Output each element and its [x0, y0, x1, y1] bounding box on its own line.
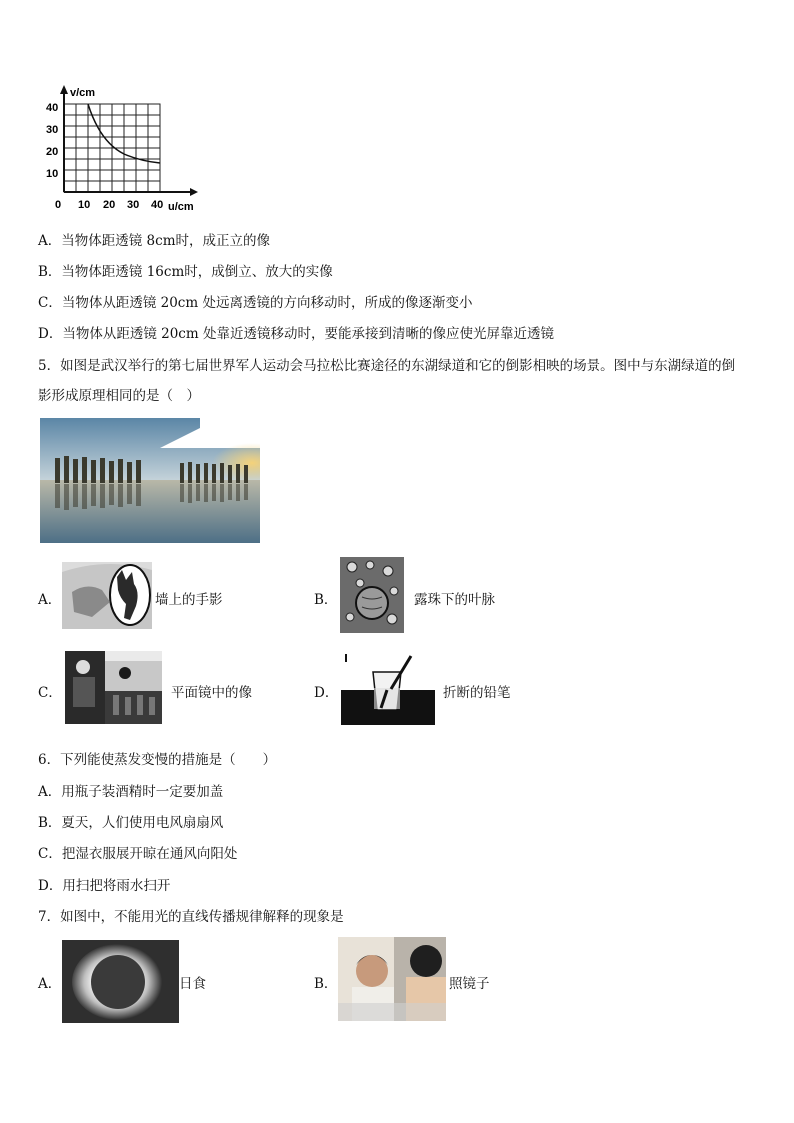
hand-shadow-photo: [62, 562, 152, 629]
east-lake-reflection-photo: [40, 418, 260, 543]
q7-option-b-letter: B．: [314, 976, 338, 992]
y-tick-label: 30: [46, 124, 59, 136]
q4-option-c: C．当物体从距透镜 20cm 处远离透镜的方向移动时，所成的像逐渐变小: [38, 295, 473, 311]
q5-stem-line1: 5．如图是武汉举行的第七届世界军人运动会马拉松比赛途径的东湖绿道和它的倒影相映的场景。图中与东湖绿道的倒: [38, 358, 736, 374]
y-tick-label: 40: [46, 102, 59, 114]
q5-option-a-letter: A．: [38, 592, 62, 608]
q6-stem: 6．下列能使蒸发变慢的措施是（ ）: [38, 752, 277, 768]
x-tick-label: 0: [55, 199, 62, 211]
q4-option-b: B．当物体距透镜 16cm时，成倒立、放大的实像: [38, 264, 333, 280]
q6-option-c: C．把湿衣服展开晾在通风向阳处: [38, 846, 238, 862]
q5-option-a-text: 墙上的手影: [155, 592, 223, 608]
q7-stem: 7．如图中，不能用光的直线传播规律解释的现象是: [38, 909, 344, 925]
x-tick-label: 30: [127, 199, 140, 211]
q5-option-b-text: 露珠下的叶脉: [414, 592, 495, 608]
q6-option-a: A．用瓶子装酒精时一定要加盖: [38, 784, 224, 800]
q5-option-c-text: 平面镜中的像: [171, 685, 252, 701]
y-tick-label: 10: [46, 168, 59, 180]
q5-option-d-letter: D．: [314, 685, 339, 701]
x-tick-label: 10: [78, 199, 91, 211]
x-tick-label: 40: [151, 199, 164, 211]
q7-option-a-letter: A．: [38, 976, 62, 992]
q5-option-b-letter: B．: [314, 592, 338, 608]
q5-stem-line2: 影形成原理相同的是（ ）: [38, 388, 200, 404]
bent-pencil-photo: [341, 652, 435, 725]
x-tick-label: 20: [103, 199, 116, 211]
q6-option-d: D．用扫把将雨水扫开: [38, 878, 171, 894]
y-axis-label: v/cm: [70, 87, 96, 99]
looking-in-mirror-photo: [338, 937, 446, 1021]
solar-eclipse-photo: [62, 940, 179, 1023]
q5-option-d-text: 折断的铅笔: [443, 685, 511, 701]
q7-option-a-text: 日食: [179, 976, 206, 992]
q7-option-b-text: 照镜子: [449, 976, 490, 992]
graph-svg: [40, 82, 200, 217]
y-axis-arrow: [60, 85, 68, 94]
q6-option-b: B．夏天，人们使用电风扇扇风: [38, 815, 224, 831]
q4-option-a: A．当物体距透镜 8cm时，成正立的像: [38, 233, 270, 249]
dewdrop-leaf-vein-photo: [340, 557, 404, 633]
v-u-graph: [40, 82, 200, 217]
y-tick-label: 20: [46, 146, 59, 158]
mirror-image-photo: [65, 651, 162, 724]
q5-option-c-letter: C．: [38, 685, 62, 701]
graph-grid: [64, 104, 160, 192]
x-axis-label: u/cm: [168, 201, 194, 213]
q4-option-d: D．当物体从距透镜 20cm 处靠近透镜移动时，要能承接到清晰的像应使光屏靠近透镜: [38, 326, 554, 342]
x-axis-arrow: [190, 188, 198, 196]
